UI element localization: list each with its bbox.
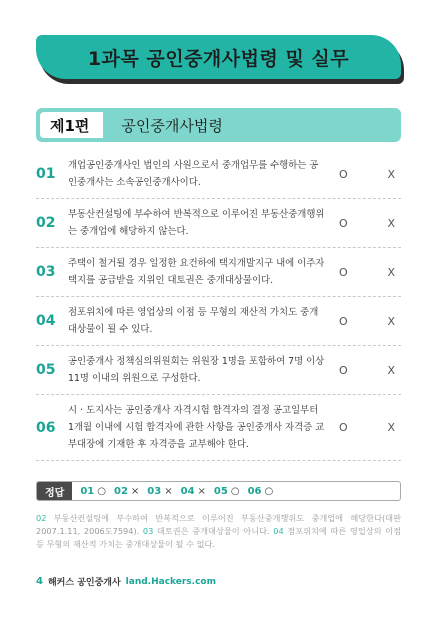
question-text: 점포위치에 따른 영업상의 이점 등 무형의 재산적 가치도 중개대상물이 될 수 있다. [68, 307, 319, 335]
answer-mark: × [130, 485, 140, 497]
o-choice[interactable]: O [339, 167, 348, 181]
chapter-title: 1과목 공인중개사법령 및 실무 [87, 47, 350, 70]
x-choice[interactable]: X [387, 363, 395, 377]
answer-item [147, 486, 172, 497]
question-text: 개업공인중개사인 법인의 사원으로서 중개업무를 수행하는 공인중개사는 소속공인중개사이다. [68, 160, 319, 188]
answer-mark: × [164, 485, 173, 497]
question-row [36, 150, 401, 199]
answer-number: 03 [147, 485, 162, 497]
x-choice[interactable]: X [387, 167, 395, 181]
question-row [36, 248, 401, 297]
explanation-number: 04 [273, 526, 284, 536]
question-text: 부동산컨설팅에 부수하여 반복적으로 이루어진 부동산중개행위는 중개업에 해당하지 않는다. [68, 209, 325, 237]
answer-mark: ○ [264, 485, 274, 497]
answer-item [181, 486, 206, 497]
question-list [36, 150, 401, 461]
answer-number: 04 [180, 485, 195, 497]
question-row [36, 395, 401, 461]
answer-item [114, 486, 139, 497]
o-choice[interactable]: O [339, 265, 348, 279]
o-choice[interactable]: O [339, 216, 348, 230]
question-number: 01 [36, 166, 56, 182]
ox-choices [333, 364, 401, 377]
answer-label: 정답 [37, 482, 72, 500]
explanation-number: 02 [36, 513, 47, 523]
ox-choices [333, 421, 401, 434]
explanation [36, 512, 401, 551]
answer-items [80, 486, 281, 497]
o-choice[interactable]: O [339, 421, 348, 434]
o-choice[interactable]: O [339, 363, 348, 377]
question-text: 시 · 도지사는 공인중개사 자격시험 합격자의 결정 공고일부터 1개월 이내에 시험 합격자에 관한 사항을 공인중개사 자격증 교부대장에 기재한 후 자격증을 교부해야 한다. [68, 405, 325, 450]
answer-box [36, 481, 401, 501]
page-footer [36, 575, 216, 588]
question-text: 공인중개사 정책심의위원회는 위원장 1명을 포함하여 7명 이상 11명 이내의 위원으로 구성한다. [68, 356, 325, 384]
answer-number: 06 [247, 485, 262, 497]
answer-number: 02 [113, 485, 128, 497]
section-header [36, 108, 401, 142]
explanation-text: 점포위치에 따른 영업상의 이점 등 무형의 재산적 가치는 중개대상물이 될 수 없다. [36, 526, 401, 549]
explanation-number: 03 [142, 526, 154, 536]
answer-number: 05 [213, 485, 228, 497]
question-number: 06 [36, 419, 56, 436]
question-number: 03 [36, 264, 56, 280]
answer-item [214, 486, 240, 497]
answer-mark: ○ [230, 485, 240, 497]
ox-choices [333, 217, 401, 230]
question-number: 04 [36, 313, 56, 329]
chapter-banner [36, 35, 401, 79]
x-choice[interactable]: X [387, 216, 395, 230]
x-choice[interactable]: X [387, 314, 395, 328]
question-number: 05 [36, 362, 56, 378]
x-choice[interactable]: X [387, 265, 395, 279]
site-link[interactable]: land.Hackers.com [125, 576, 216, 587]
answer-number: 01 [80, 485, 95, 497]
page-number: 4 [36, 576, 43, 587]
x-choice[interactable]: X [387, 421, 395, 434]
answer-mark: × [197, 485, 206, 497]
question-number: 02 [36, 215, 56, 231]
explanation-text: 대토권은 중개대상물이 아니다. [153, 526, 274, 536]
part-label: 제1편 [40, 112, 103, 138]
question-text: 주택이 철거될 경우 일정한 요건하에 택지개발지구 내에 이주자 택지를 공급받을 지위인 대토권은 중개대상물이다. [68, 258, 325, 286]
ox-choices [333, 315, 401, 328]
question-row [36, 199, 401, 248]
o-choice[interactable]: O [339, 314, 348, 328]
answer-item [248, 486, 274, 497]
ox-choices [333, 168, 401, 181]
book-title: 해커스 공인중개사 [47, 578, 121, 588]
part-title: 공인중개사법령 [121, 116, 223, 135]
answer-mark: ○ [97, 485, 106, 497]
ox-choices [333, 266, 401, 279]
question-row [36, 297, 401, 346]
question-row [36, 346, 401, 395]
explanation-text: 부동산컨설팅에 부수하여 반복적으로 이루어진 부동산중개행위도 중개업에 해당한다(대판 2007.1.11, 2006도7594). [36, 513, 401, 536]
answer-item [80, 486, 106, 497]
